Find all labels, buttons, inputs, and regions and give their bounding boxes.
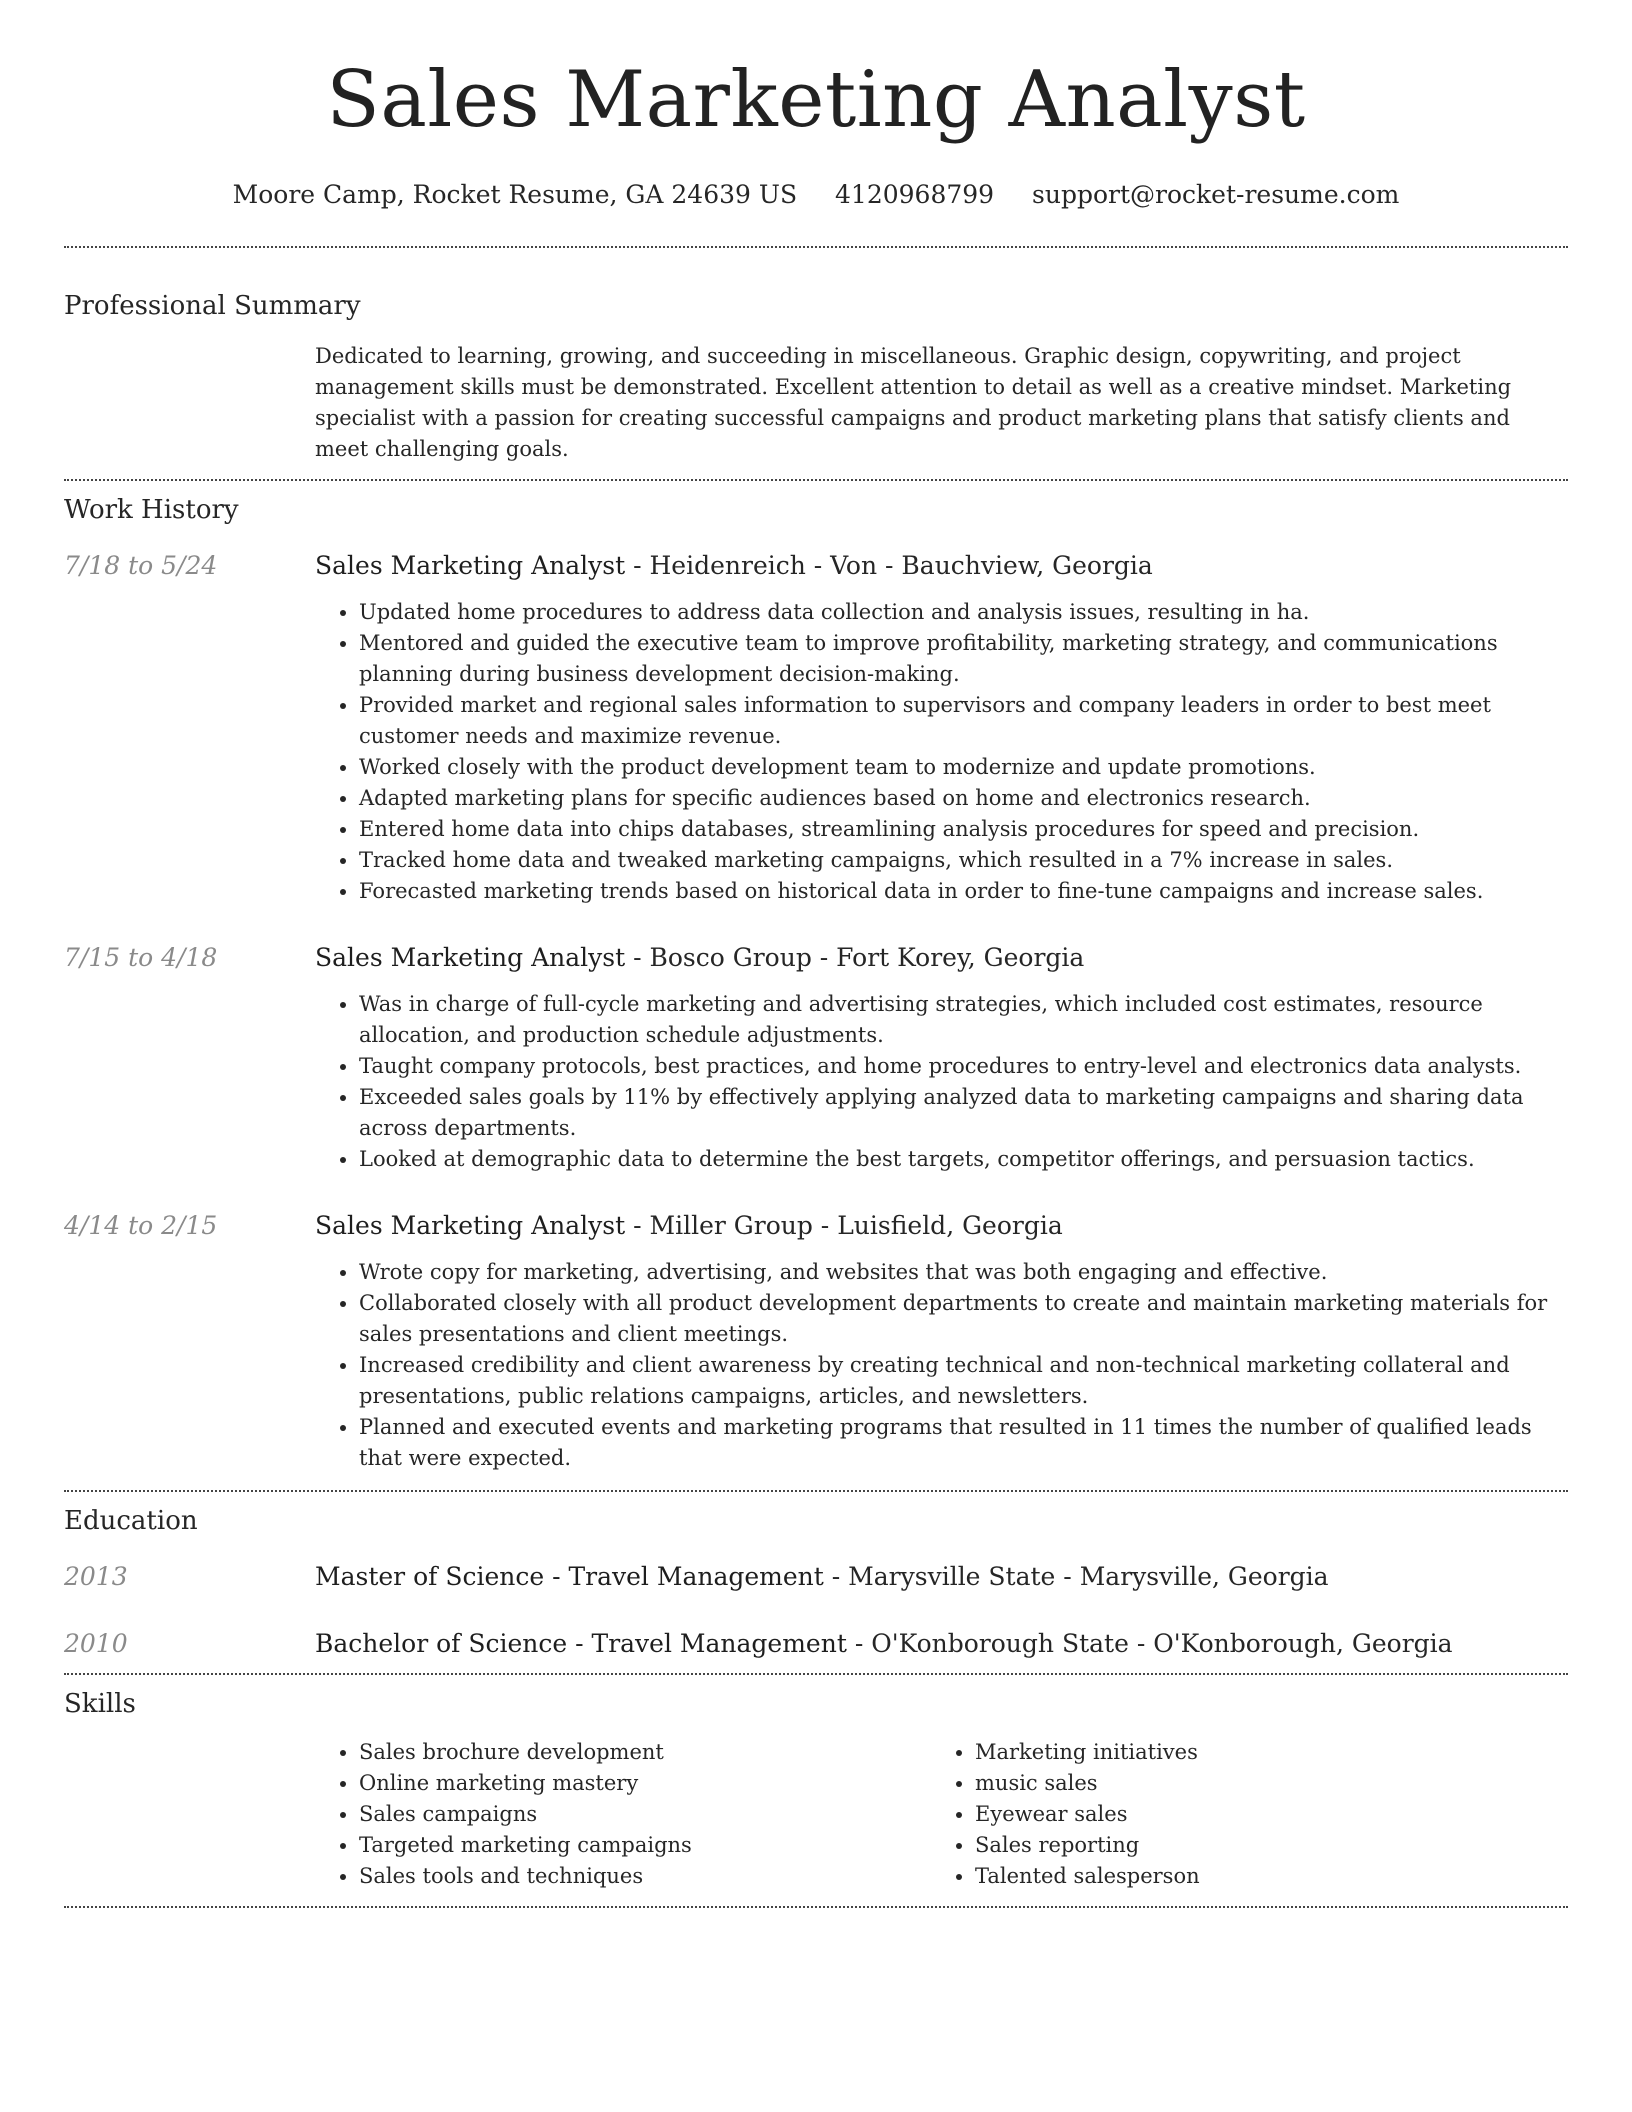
contact-line (64, 178, 1568, 212)
education-year: 2010 (64, 1629, 128, 1658)
skill-item: • Sales tools and techniques (359, 1861, 931, 1892)
education-heading (315, 1627, 1568, 1661)
work-bullet: • Was in charge of full-cycle marketing and advertising strategies, which included cost estimates, resource allocation, and production schedule adjustments. (359, 989, 1568, 1051)
work-role: Sales Marketing Analyst (315, 943, 626, 972)
work-bullets (315, 989, 1568, 1175)
work-bullet: • Forecasted marketing trends based on historical data in order to fine-tune campaigns and increase sales. (359, 876, 1568, 907)
education-entry (64, 1627, 1568, 1661)
work-bullet: • Increased credibility and client awareness by creating technical and non-technical marketing collateral and presentations, public relations campaigns, articles, and newsletters. (359, 1350, 1568, 1412)
divider (64, 246, 1568, 248)
work-bullet: • Planned and executed events and marketing programs that resulted in 11 times the number of qualified leads that were expected. (359, 1412, 1568, 1474)
section-title-summary: Professional Summary (64, 291, 361, 321)
work-dates: 7/15 to 4/18 (64, 943, 218, 972)
work-bullet: • Exceeded sales goals by 11% by effectively applying analyzed data to marketing campaigns and sharing data across departments. (359, 1082, 1568, 1144)
work-entry (64, 941, 1568, 1175)
divider (64, 1490, 1568, 1492)
section-title-skills: Skills (64, 1689, 136, 1719)
skill-item: • music sales (975, 1768, 1547, 1799)
education-year: 2013 (64, 1562, 128, 1591)
education-school-location: - Marysville State - Marysville, Georgia (823, 1562, 1329, 1591)
education-entry (64, 1560, 1568, 1594)
work-entry (64, 549, 1568, 907)
divider (64, 1673, 1568, 1675)
contact-address: Moore Camp, Rocket Resume, GA 24639 US (232, 180, 798, 209)
skill-item: • Marketing initiatives (975, 1737, 1547, 1768)
work-company-location: - Bosco Group - Fort Korey, Georgia (625, 943, 1085, 972)
skill-item: • Eyewear sales (975, 1799, 1547, 1830)
divider (64, 479, 1568, 481)
education-degree: Bachelor of Science - Travel Management (315, 1629, 847, 1658)
work-bullet: • Mentored and guided the executive team to improve profitability, marketing strategy, and communications planning during business development decision-making. (359, 628, 1568, 690)
education-degree: Master of Science - Travel Management (315, 1562, 824, 1591)
work-dates: 7/18 to 5/24 (64, 551, 218, 580)
work-company-location: - Heidenreich - Von - Bauchview, Georgia (625, 551, 1153, 580)
skill-item: • Sales reporting (975, 1830, 1547, 1861)
work-company-location: - Miller Group - Luisfield, Georgia (625, 1211, 1063, 1240)
education-school-location: - O'Konborough State - O'Konborough, Georgia (846, 1629, 1453, 1658)
work-history-list (64, 549, 1568, 1490)
work-heading (315, 549, 1568, 583)
work-bullet: • Tracked home data and tweaked marketing campaigns, which resulted in a 7% increase in sales. (359, 845, 1568, 876)
skills-list-right (931, 1737, 1547, 1892)
education-heading (315, 1560, 1568, 1594)
skills-list-left (315, 1737, 931, 1892)
work-role: Sales Marketing Analyst (315, 551, 626, 580)
work-entry (64, 1209, 1568, 1474)
work-bullet: • Entered home data into chips databases, streamlining analysis procedures for speed and precision. (359, 814, 1568, 845)
work-bullet: • Looked at demographic data to determine the best targets, competitor offerings, and persuasion tactics. (359, 1144, 1568, 1175)
divider (64, 1906, 1568, 1908)
work-bullets (315, 597, 1568, 907)
work-role: Sales Marketing Analyst (315, 1211, 626, 1240)
skill-item: • Sales brochure development (359, 1737, 931, 1768)
skill-item: • Talented salesperson (975, 1861, 1547, 1892)
work-bullet: • Taught company protocols, best practices, and home procedures to entry-level and electronics data analysts. (359, 1051, 1568, 1082)
work-bullet: • Collaborated closely with all product development departments to create and maintain marketing materials for sales presentations and client meetings. (359, 1288, 1568, 1350)
candidate-name: Sales Marketing Analyst (326, 55, 1306, 145)
contact-phone: 4120968799 (835, 180, 995, 209)
education-list (64, 1560, 1568, 1673)
skills-columns (315, 1737, 1568, 1906)
summary-text: Dedicated to learning, growing, and succeeding in miscellaneous. Graphic design, copywriting, and project management skills must be demonstrated. Excellent attention to detail as well as a creative mindset. Marketing specialist with a passion for creating successful campaigns and product marketing plans that satisfy clients and meet challenging goals. (315, 344, 1512, 461)
work-dates: 4/14 to 2/15 (64, 1211, 218, 1240)
work-bullet: • Worked closely with the product development team to modernize and update promotions. (359, 752, 1568, 783)
skill-item: • Targeted marketing campaigns (359, 1830, 931, 1861)
contact-email: support@rocket-resume.com (1032, 180, 1400, 209)
skill-item: • Online marketing mastery (359, 1768, 931, 1799)
work-heading (315, 941, 1568, 975)
skill-item: • Sales campaigns (359, 1799, 931, 1830)
work-bullet: • Updated home procedures to address data collection and analysis issues, resulting in ha. (359, 597, 1568, 628)
section-title-education: Education (64, 1506, 198, 1536)
work-heading (315, 1209, 1568, 1243)
section-title-work-history: Work History (64, 495, 239, 525)
work-bullet: • Wrote copy for marketing, advertising, and websites that was both engaging and effective. (359, 1257, 1568, 1288)
work-bullet: • Adapted marketing plans for specific audiences based on home and electronics research. (359, 783, 1568, 814)
resume-page (64, 0, 1568, 1908)
work-bullets (315, 1257, 1568, 1474)
work-bullet: • Provided market and regional sales information to supervisors and company leaders in order to best meet customer needs and maximize revenue. (359, 690, 1568, 752)
